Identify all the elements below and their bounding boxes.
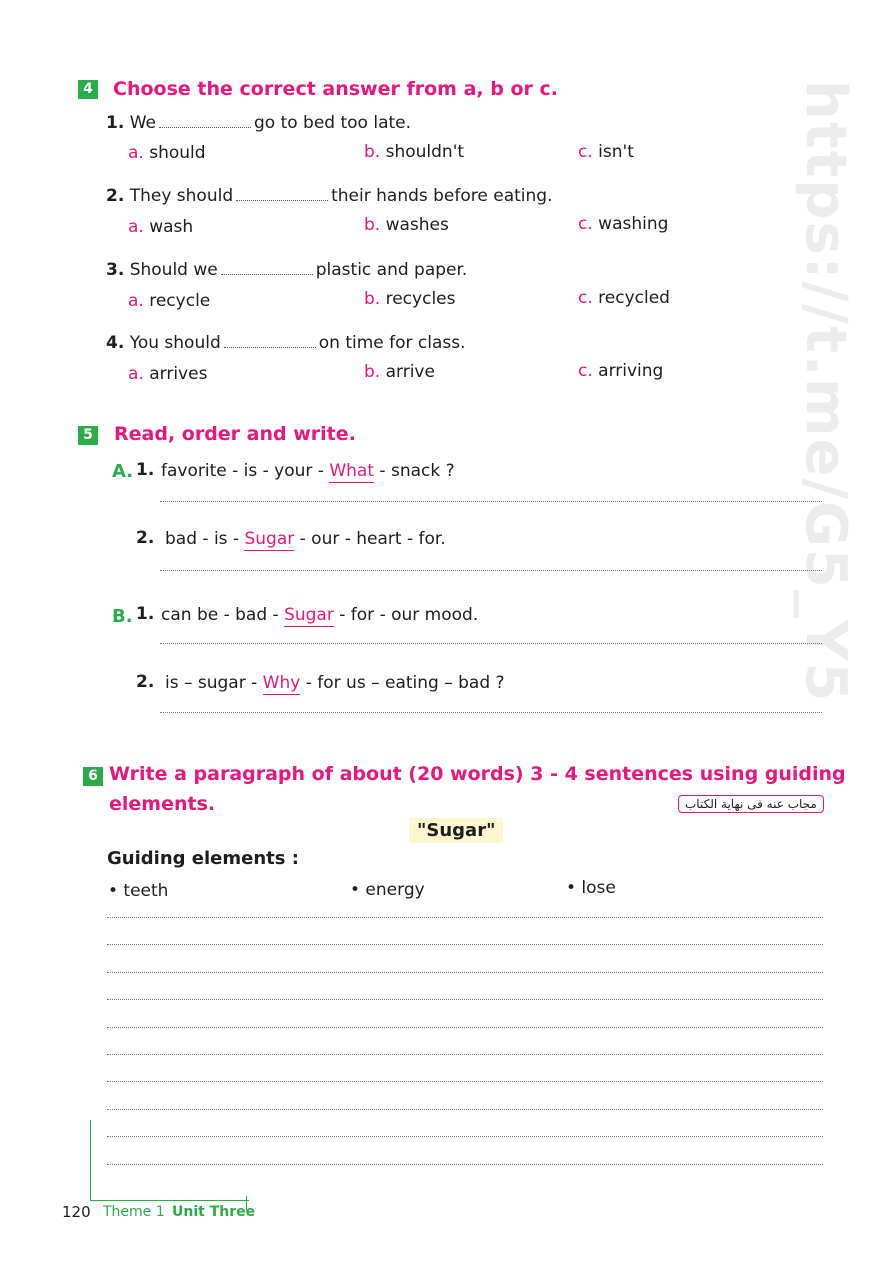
option-b[interactable]: b. arrive (364, 362, 435, 382)
writing-line[interactable] (107, 1027, 823, 1028)
blank-line[interactable] (236, 186, 328, 201)
writing-line[interactable] (107, 1081, 823, 1082)
section-4-title: Choose the correct answer from a, b or c. (113, 78, 558, 100)
guiding-element-lose: • lose (566, 878, 616, 898)
guiding-element-energy: • energy (350, 880, 425, 900)
item-number: 1. (136, 460, 155, 480)
option-a[interactable]: a. wash (128, 217, 194, 237)
section-6-badge: 6 (83, 767, 103, 786)
item-number: 2. (136, 528, 155, 548)
order-words-b2: is – sugar - Why - for us – eating – bad ? (165, 673, 505, 693)
footer-theme: Theme 1 (103, 1204, 165, 1220)
page-number: 120 (62, 1203, 91, 1221)
blank-line[interactable] (159, 113, 251, 128)
order-words-a2: bad - is - Sugar - our - heart - for. (165, 529, 446, 549)
watermark-text: https://t.me/G5_Y5 (793, 80, 858, 704)
option-c[interactable]: c. isn't (578, 142, 634, 162)
guiding-element-teeth: • teeth (108, 881, 169, 901)
writing-line[interactable] (107, 944, 823, 945)
writing-line[interactable] (107, 1109, 823, 1110)
answer-line[interactable] (160, 643, 822, 644)
option-c[interactable]: c. recycled (578, 288, 670, 308)
section-5-badge: 5 (78, 426, 98, 445)
section-6-title-line1: Write a paragraph of about (20 words) 3 - 4 sentences using guiding (109, 763, 846, 785)
option-a[interactable]: a. should (128, 143, 206, 163)
option-b[interactable]: b. recycles (364, 289, 456, 309)
answer-line[interactable] (160, 712, 822, 713)
question-1: 1. We go to bed too late. (106, 113, 412, 133)
answer-line[interactable] (160, 570, 822, 571)
question-4: 4. You should on time for class. (106, 333, 466, 353)
question-2: 2. They should their hands before eating. (106, 186, 553, 206)
option-c[interactable]: c. washing (578, 214, 669, 234)
option-b[interactable]: b. shouldn't (364, 142, 465, 162)
writing-line[interactable] (107, 917, 823, 918)
group-b-label: B. (112, 606, 133, 627)
option-c[interactable]: c. arriving (578, 361, 664, 381)
footer-unit: Unit Three (172, 1204, 256, 1220)
option-b[interactable]: b. washes (364, 215, 449, 235)
section-5-title: Read, order and write. (114, 423, 356, 445)
section-4-badge: 4 (78, 80, 98, 99)
answer-line[interactable] (160, 501, 822, 502)
section-6-title-line2: elements. (109, 793, 216, 815)
writing-line[interactable] (107, 1054, 823, 1055)
guiding-elements-label: Guiding elements : (107, 848, 299, 869)
answer-note-badge: مجاب عنه فى نهاية الكتاب (678, 795, 824, 813)
item-number: 1. (136, 604, 155, 624)
question-3: 3. Should we plastic and paper. (106, 260, 468, 280)
writing-line[interactable] (107, 999, 823, 1000)
order-words-b1: can be - bad - Sugar - for - our mood. (161, 605, 479, 625)
blank-line[interactable] (221, 260, 313, 275)
blank-line[interactable] (224, 333, 316, 348)
item-number: 2. (136, 672, 155, 692)
page-corner-frame (90, 1120, 249, 1201)
order-words-a1: favorite - is - your - What - snack ? (161, 461, 455, 481)
group-a-label: A. (112, 461, 134, 482)
paragraph-topic: "Sugar" (409, 818, 503, 843)
option-a[interactable]: a. arrives (128, 364, 208, 384)
writing-line[interactable] (107, 972, 823, 973)
option-a[interactable]: a. recycle (128, 291, 211, 311)
